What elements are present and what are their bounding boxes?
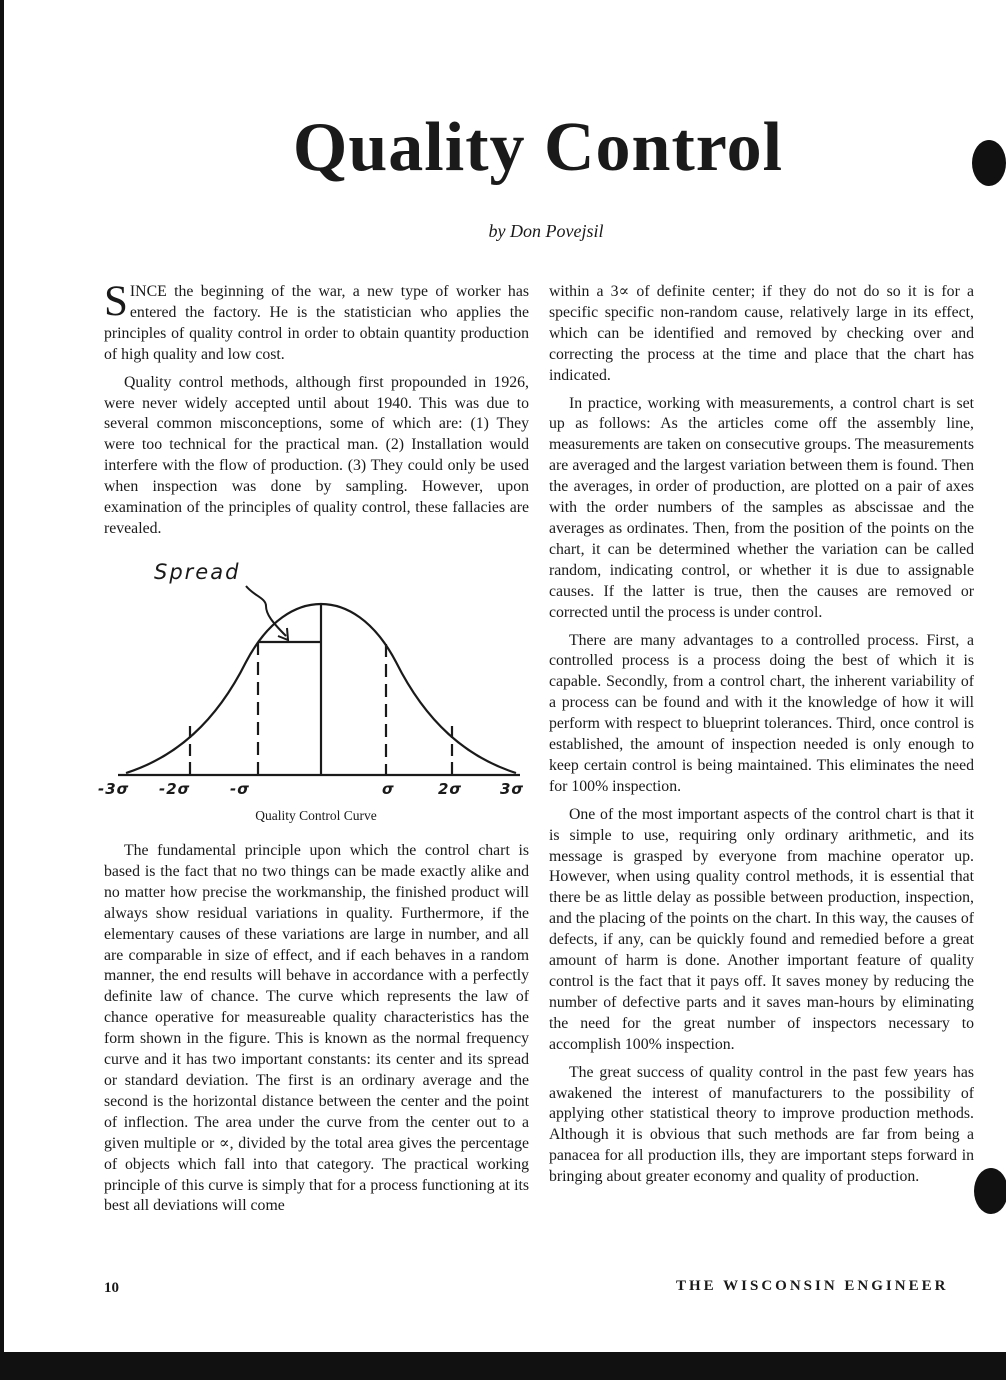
paragraph-principle: The fundamental principle upon which the control chart is based is the fact that no two things can be made exactly alike and no matter how precise the workmanship, the finished product will always show residual variations in quality. Furthermore, if the elementary causes of these variations are large in number, and all are comparable in size of effect, and if each behaves in a random manner, the end results will behave in accordance with a perfectly definite law of chance. The curve which represents the law of chance operative for measureable quality characteristics has the form shown in the figure. This is known as the normal frequency curve and it has two important constants: its center and its spread or standard deviation. The first is an ordinary average and the second is the horizontal distance between the center and the point of inflection. The area under the curve from the center out to a given multiple or ∝, divided by the total area gives the percentage of objects which fall into that category. The practical working principle of this curve is simply that for a process functioning at its best all deviations will come <box>104 842 529 1215</box>
drop-cap: S <box>104 278 128 325</box>
paragraph-advantages: There are many advantages to a controlled process. First, a controlled process is a process doing the best of which it is capable. Secondly, from a control chart, the inherent variability of a process can be found and with it the knowledge of how it will perform with respect to blueprint tolerances. Third, once control is established, the amount of inspection needed is only enough to keep certain control is being maintained. This eliminates the need for 100% inspection. <box>549 631 974 795</box>
article-title: Quality Control <box>292 109 784 186</box>
tick-label-3sigma: 3σ <box>500 780 525 798</box>
tick-label-sigma: σ <box>382 780 395 798</box>
figure-caption: Quality Control Curve <box>255 808 377 823</box>
normal-curve-diagram <box>96 552 536 808</box>
spread-label: Spread <box>154 560 241 584</box>
binder-hole-bottom <box>974 1168 1006 1214</box>
spread-arrow <box>246 586 286 636</box>
page-number: 10 <box>104 1280 119 1296</box>
paragraph-conclusion: The great success of quality control in the past few years has awakened the interest of manufacturers to the possibility of applying other statistical theory to improve production methods. Although it is obvious that such methods are far from being a panacea for all production ills, they are important steps forward in bringing about greater economy and quality of production. <box>549 1063 974 1186</box>
scan-border-left <box>0 0 4 1380</box>
tick-label-2sigma: 2σ <box>438 780 463 798</box>
article-byline: by Don Povejsil <box>488 221 604 241</box>
paragraph-intro-text: INCE the beginning of the war, a new type of worker has entered the factory. He is the statistician who applies the principles of quality control in order to obtain quantity production of high quality and low cost. <box>104 283 529 363</box>
paragraph-intro <box>104 278 529 366</box>
scan-border-bottom <box>0 1352 1006 1380</box>
paragraph-aspects: One of the most important aspects of the control chart is that it is simple to use, requiring only ordinary arithmetic, and its message is grasped by everyone from machine operator up. However, when using quality control methods, it is essential that there be as little delay as possible between production, inspection, and the placing of the points on the chart. In this way, the causes of defects, if any, can be quickly found and remedied before a great amount of harm is done. Another important feature of quality control is the fact that it pays off. It saves money by reducing the number of defective parts and it saves man-hours by eliminating the need for the great number of inspectors necessary to accomplish 100% inspection. <box>549 805 974 1053</box>
magazine-name: THE WISCONSIN ENGINEER <box>676 1278 949 1294</box>
tick-label-minus-sigma: -σ <box>230 780 250 798</box>
quality-control-figure <box>96 552 536 832</box>
left-column-top <box>104 278 529 547</box>
tick-label-minus-2sigma: -2σ <box>159 780 191 798</box>
paragraph-continuation: within a 3∝ of definite center; if they do not do so it is for a specific specific non-random cause, relatively large in its effect, which can be identified and removed by checking over and correcting the process at the time and place that the chart has indicated. <box>549 283 974 384</box>
left-column-bottom <box>104 841 529 1224</box>
paragraph-history: Quality control methods, although first propounded in 1926, were never widely accepted until about 1940. This was due to several common misconceptions, some of which are: (1) They were too technical for the practical man. (2) Installation would interfere with the flow of production. (3) They could only be used when inspection was done by sampling. However, upon examination of the principles of quality control, these fallacies are revealed. <box>104 373 529 537</box>
paragraph-practice: In practice, working with measurements, a control chart is set up as follows: As the articles come off the assembly line, measurements are taken on consecutive groups. The measurements are averaged and the largest variation between them is found. Then the averages, in order of production, are plotted on a pair of axes with the order numbers of the samples as abscissae and the averages as ordinates. Then, from the position of the points on the chart, it can be determined whether the variation can be called random, indicating control, or whether it is due to assignable causes. If the latter is true, then the causes are removed or corrected until the process is under control. <box>549 394 974 621</box>
tick-label-minus-3sigma: -3σ <box>98 780 130 798</box>
right-column <box>549 282 974 1195</box>
